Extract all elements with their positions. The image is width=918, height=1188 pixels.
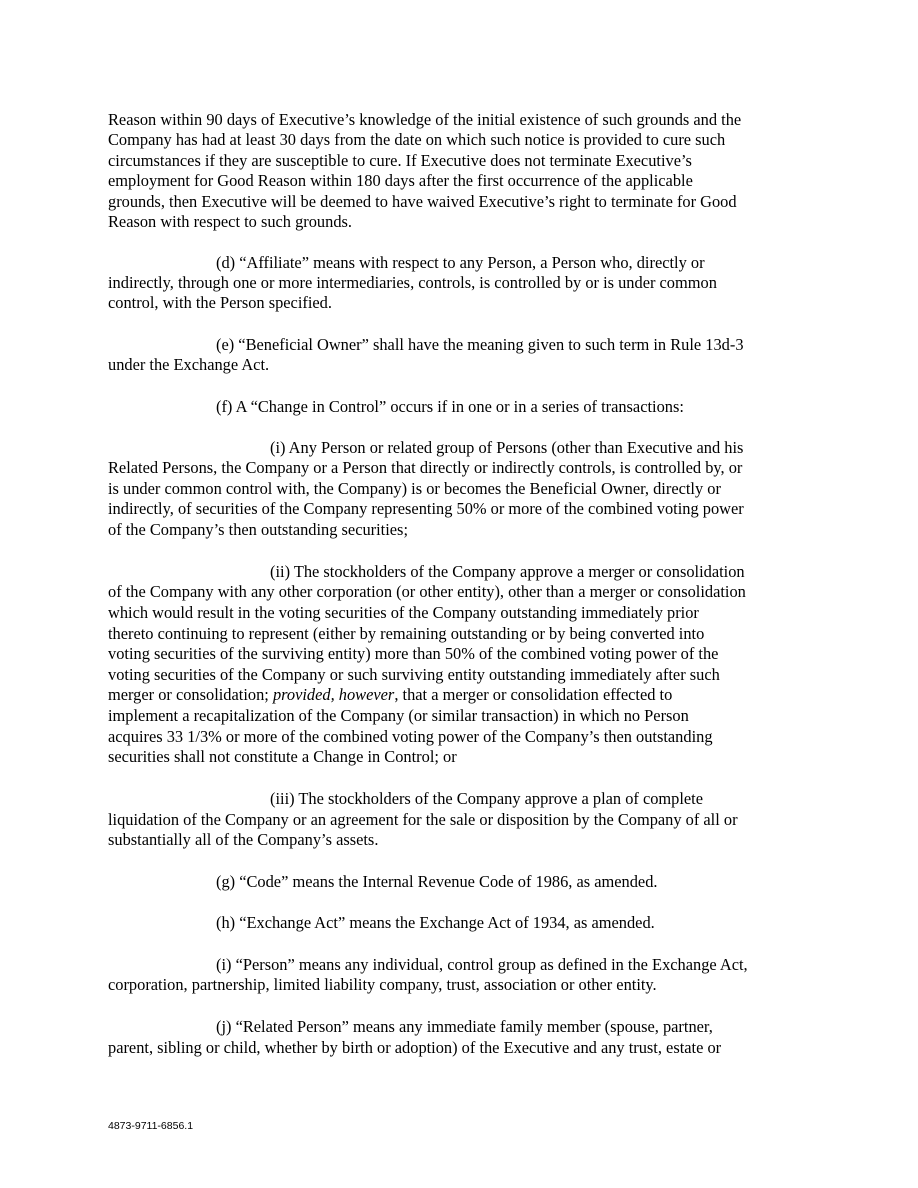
body-text-line: indirectly, through one or more intermediaries, controls, is controlled by or is under common [108, 273, 717, 292]
body-text-line: thereto continuing to represent (either by remaining outstanding or by being converted into [108, 624, 705, 643]
body-text-line: corporation, partnership, limited liability company, trust, association or other entity. [108, 975, 657, 994]
clause-f-heading: (f) A “Change in Control” occurs if in one or in a series of transactions: [216, 397, 684, 416]
document-id-footer: 4873-9711-6856.1 [108, 1120, 194, 1132]
body-text-line: is under common control with, the Company) is or becomes the Beneficial Owner, directly or [108, 479, 721, 498]
body-text-line: securities shall not constitute a Change in Control; or [108, 747, 457, 766]
body-text-line: grounds, then Executive will be deemed to have waived Executive’s right to terminate for Good [108, 192, 737, 211]
body-text-line: which would result in the voting securities of the Company outstanding immediately prior [108, 603, 699, 622]
body-text-line: employment for Good Reason within 180 days after the first occurrence of the applicable [108, 171, 693, 190]
body-text-line: voting securities of the surviving entity) more than 50% of the combined voting power of the [108, 644, 719, 663]
body-text-line: voting securities of the Company or such surviving entity outstanding immediately after such [108, 665, 720, 684]
text-span: merger or consolidation; [108, 685, 273, 704]
body-text-line: implement a recapitalization of the Company (or similar transaction) in which no Person [108, 706, 689, 725]
clause-j-heading: (j) “Related Person” means any immediate family member (spouse, partner, [216, 1017, 713, 1036]
body-text-line: of the Company with any other corporation (or other entity), other than a merger or consolidation [108, 582, 746, 601]
body-text-line: Reason within 90 days of Executive’s knowledge of the initial existence of such grounds and the [108, 110, 742, 129]
clause-h-heading: (h) “Exchange Act” means the Exchange Act of 1934, as amended. [216, 913, 655, 932]
body-text-line: Reason with respect to such grounds. [108, 212, 352, 231]
body-text-line: Company has had at least 30 days from the date on which such notice is provided to cure such [108, 130, 726, 149]
body-text-line: parent, sibling or child, whether by birth or adoption) of the Executive and any trust, estate or [108, 1038, 722, 1057]
clause-i-heading: (i) “Person” means any individual, control group as defined in the Exchange Act, [216, 955, 748, 974]
body-text-line: of the Company’s then outstanding securities; [108, 520, 408, 539]
emphasis-text: provided, however [272, 685, 395, 704]
body-text-line: under the Exchange Act. [108, 355, 270, 374]
body-text-line: substantially all of the Company’s assets. [108, 830, 379, 849]
body-text-line: indirectly, of securities of the Company representing 50% or more of the combined voting power [108, 499, 744, 518]
subclause-i-heading: (i) Any Person or related group of Persons (other than Executive and his [270, 438, 744, 457]
body-text-line: liquidation of the Company or an agreement for the sale or disposition by the Company of all or [108, 810, 738, 829]
clause-d-heading: (d) “Affiliate” means with respect to any Person, a Person who, directly or [216, 253, 705, 272]
subclause-iii-heading: (iii) The stockholders of the Company approve a plan of complete [270, 789, 704, 808]
body-text-line: acquires 33 1/3% or more of the combined voting power of the Company’s then outstanding [108, 727, 713, 746]
clause-e-heading: (e) “Beneficial Owner” shall have the meaning given to such term in Rule 13d-3 [216, 335, 744, 354]
body-text-line [108, 685, 838, 705]
body-text-line: control, with the Person specified. [108, 293, 332, 312]
subclause-ii-heading: (ii) The stockholders of the Company approve a merger or consolidation [270, 562, 745, 581]
text-span: , that a merger or consolidation effected to [394, 685, 673, 704]
body-text-line: circumstances if they are susceptible to cure. If Executive does not terminate Executive’s [108, 151, 692, 170]
body-text-line: Related Persons, the Company or a Person that directly or indirectly controls, is controlled by, or [108, 458, 743, 477]
clause-g-heading: (g) “Code” means the Internal Revenue Code of 1986, as amended. [216, 872, 658, 891]
